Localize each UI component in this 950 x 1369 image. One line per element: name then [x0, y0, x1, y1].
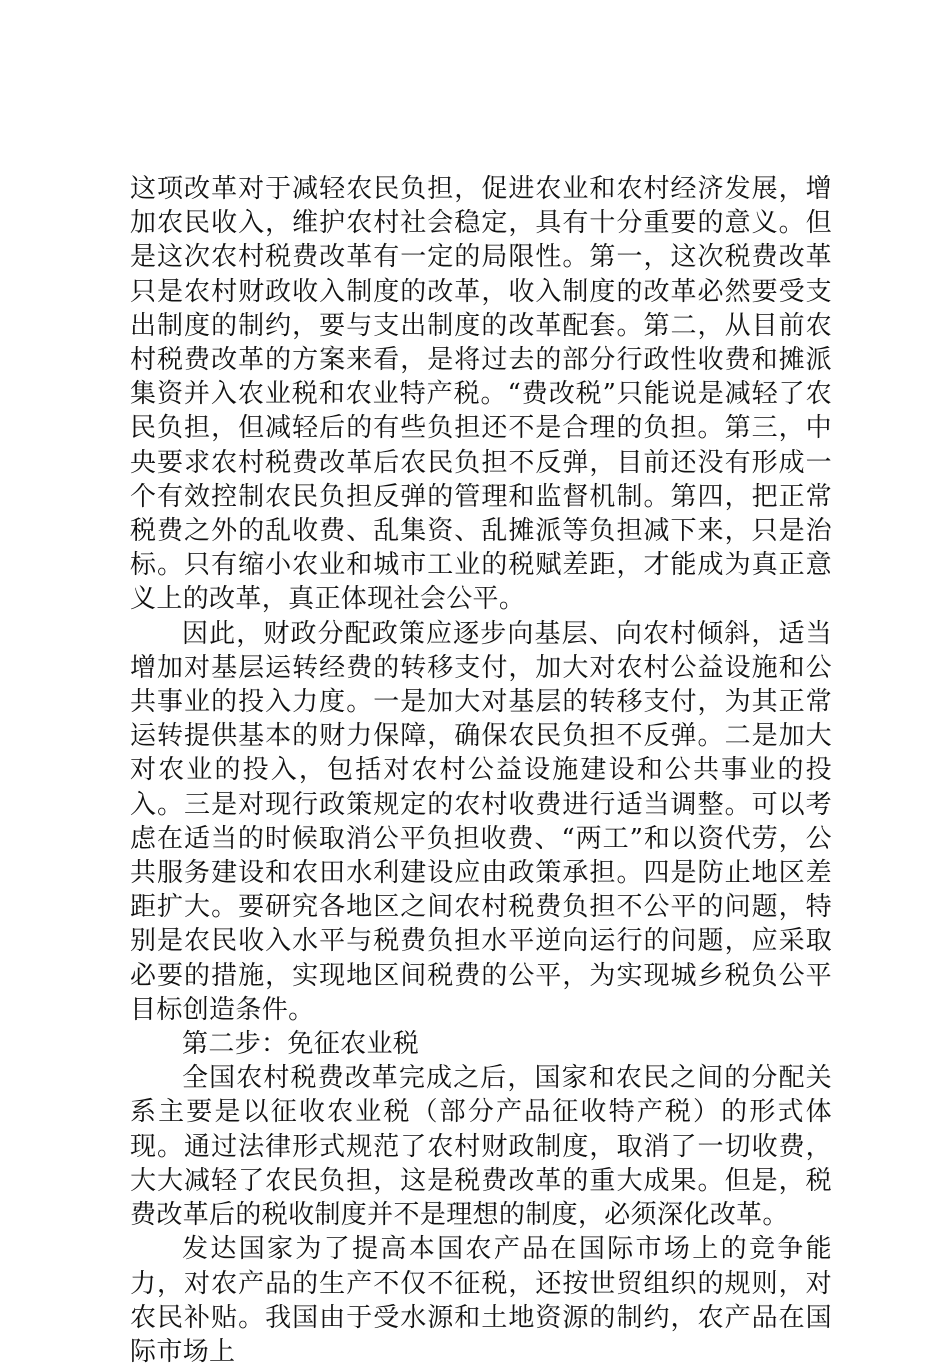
section-heading: 第二步：免征农业税	[182, 1029, 420, 1060]
paragraph-4: 发达国家为了提高本国农产品在国际市场上的竞争能力，对农产品的生产不仅不征税，还按世贸组织的规则，对农民补贴。我国由于受水源和土地资源的制约，农产品在国际市场上	[130, 1234, 832, 1367]
document-body	[130, 172, 832, 1369]
paragraph-1: 这项改革对于减轻农民负担，促进农业和农村经济发展，增加农民收入，维护农村社会稳定，具有十分重要的意义。但是这次农村税费改革有一定的局限性。第一，这次税费改革只是农村财政收入制度的改革，收入制度的改革必然要受支出制度的制约，要与支出制度的改革配套。第二，从目前农村税费改革的方案来看，是将过去的部分行政性收费和摊派集资并入农业税和农业特产税。“费改税”只能说是减轻了农民负担，但减轻后的有些负担还不是合理的负担。第三，中央要求农村税费改革后农民负担不反弹，目前还没有形成一个有效控制农民负担反弹的管理和监督机制。第四，把正常税费之外的乱收费、乱集资、乱摊派等负担减下来，只是治标。只有缩小农业和城市工业的税赋差距，才能成为真正意义上的改革，真正体现社会公平。	[130, 174, 832, 615]
paragraph-3: 全国农村税费改革完成之后，国家和农民之间的分配关系主要是以征收农业税（部分产品征收特产税）的形式体现。通过法律形式规范了农村财政制度，取消了一切收费，大大减轻了农民负担，这是税费改革的重大成果。但是，税费改革后的税收制度并不是理想的制度，必须深化改革。	[130, 1063, 832, 1231]
paragraph-2: 因此，财政分配政策应逐步向基层、向农村倾斜，适当增加对基层运转经费的转移支付，加大对农村公益设施和公共事业的投入力度。一是加大对基层的转移支付，为其正常运转提供基本的财力保障，确保农民负担不反弹。二是加大对农业的投入，包括对农村公益设施建设和公共事业的投入。三是对现行政策规定的农村收费进行适当调整。可以考虑在适当的时候取消公平负担收费、“两工”和以资代劳，公共服务建设和农田水利建设应由政策承担。四是防止地区差距扩大。要研究各地区之间农村税费负担不公平的问题，特别是农民收入水平与税费负担水平逆向运行的问题，应采取必要的措施，实现地区间税费的公平，为实现城乡税负公平目标创造条件。	[130, 618, 832, 1025]
